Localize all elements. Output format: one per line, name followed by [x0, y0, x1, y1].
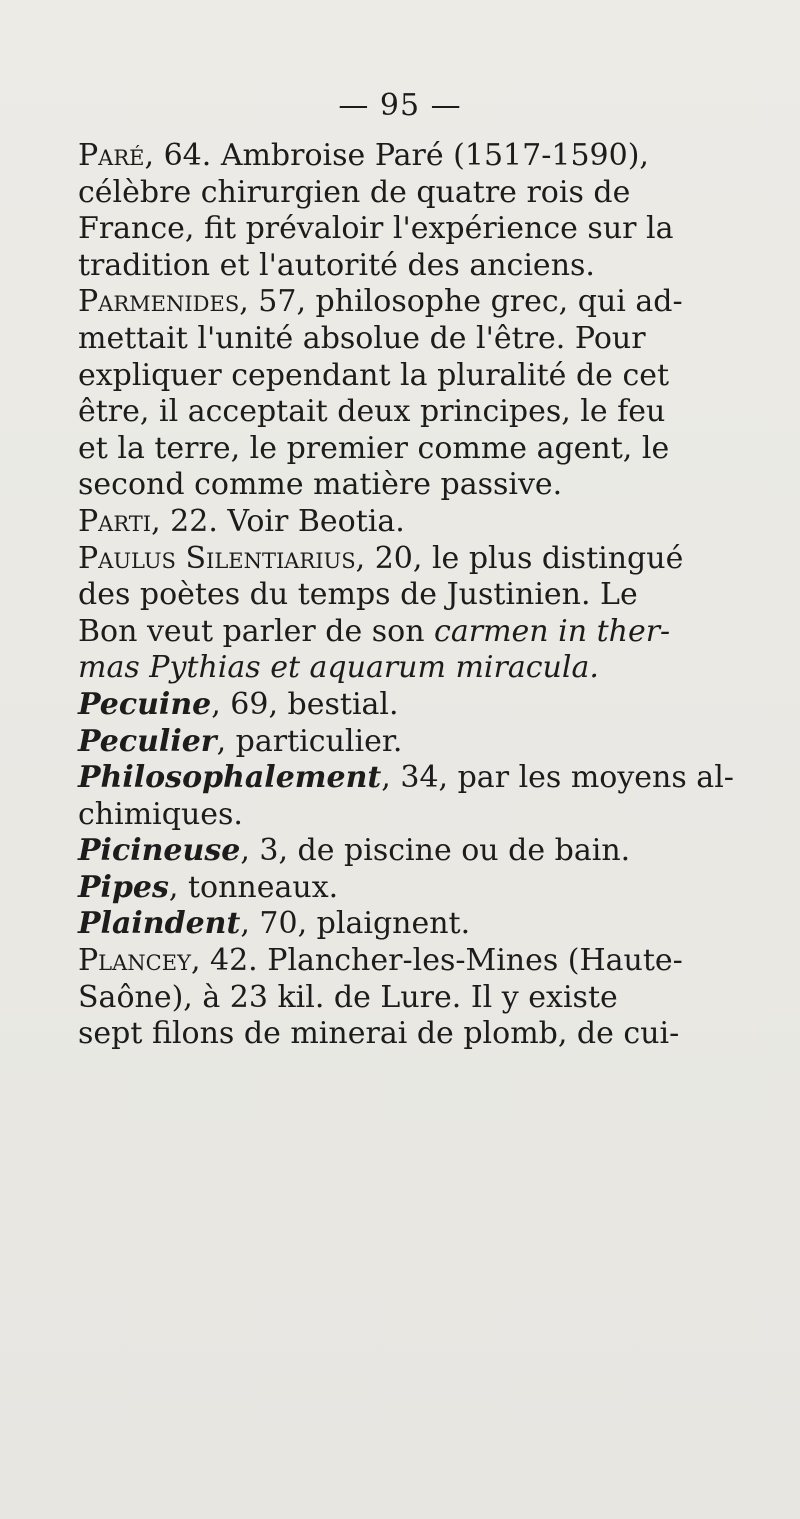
entry-italic-title: mas Pythias et aquarum miracula. [78, 650, 599, 686]
entry-text: , 64. Ambroise Paré (1517-1590), [144, 138, 649, 173]
entry-line: mettait l'unité absolue de l'être. Pour [78, 320, 646, 356]
entry-plancey [78, 943, 768, 1053]
page-number: — 95 — [338, 88, 462, 123]
entry-text: , particulier. [216, 723, 403, 759]
entry-line [78, 138, 768, 175]
entry-text: , 34, par les moyens al- [381, 760, 734, 796]
entry-parti [78, 504, 768, 541]
entry-line: célèbre chirurgien de quatre rois de [78, 174, 631, 210]
entry-headword: Plaindent [78, 906, 241, 942]
entry-headword: Pecuine [78, 686, 212, 722]
entry-line [78, 503, 768, 541]
entry-headword: Parmenides [78, 284, 240, 320]
entry-text: , 70, plaignent. [240, 906, 471, 942]
entry-line [78, 284, 768, 321]
entry-headword: Paulus Silentiarius [78, 540, 356, 576]
entry-text: , 69, bestial. [211, 686, 399, 722]
entry-line: tradition et l'autorité des anciens. [78, 247, 595, 283]
entry-headword: Parti [78, 503, 152, 539]
entry-text: , 42. Plancher-les-Mines (Haute- [190, 943, 683, 979]
entry-philosophalement [78, 760, 768, 833]
entry-line: des poètes du temps de Justinien. Le [78, 577, 638, 613]
entry-line: France, fit prévaloir l'expérience sur la [78, 211, 674, 247]
entry-italic-title: carmen in ther- [434, 613, 671, 649]
entry-headword: Paré [78, 138, 145, 173]
entry-line: chimiques. [78, 796, 243, 832]
entry-line [78, 723, 768, 761]
entry-headword: Peculier [78, 723, 217, 759]
glossary-text [78, 138, 768, 1053]
entry-peculier [78, 724, 768, 761]
entry-text: , 57, philosophe grec, qui ad- [239, 284, 683, 320]
entry-parmenides [78, 284, 768, 504]
entry-line: et la terre, le premier comme agent, le [78, 430, 670, 466]
entry-headword: Pipes [78, 869, 169, 905]
entry-text: , 3, de piscine ou de bain. [240, 833, 631, 869]
entry-headword: Philosophalement [78, 760, 382, 796]
entry-line [78, 540, 768, 578]
entry-pare [78, 138, 768, 284]
entry-line: second comme matière passive. [78, 467, 563, 503]
entry-pipes [78, 870, 768, 907]
entry-line: sept filons de minerai de plomb, de cui- [78, 1016, 680, 1052]
entry-picineuse [78, 833, 768, 870]
entry-text: Bon veut parler de son [78, 613, 435, 649]
entry-line [78, 906, 768, 943]
entry-paulus-silentiarius [78, 541, 768, 687]
entry-line: expliquer cependant la pluralité de cet [78, 357, 670, 393]
entry-plaindent [78, 906, 768, 943]
entry-line [78, 833, 768, 870]
entry-line: Saône), à 23 kil. de Lure. Il y existe [78, 979, 618, 1015]
entry-line [78, 686, 768, 724]
entry-line [78, 869, 768, 907]
entry-pecuine [78, 687, 768, 724]
entry-line [78, 760, 768, 797]
entry-headword: Picineuse [78, 833, 241, 869]
entry-headword: Plancey [78, 943, 191, 979]
entry-text: , tonneaux. [168, 869, 339, 905]
entry-line: être, il acceptait deux principes, le feu [78, 394, 666, 430]
entry-line [78, 613, 768, 651]
entry-text: , 20, le plus distingué [355, 540, 684, 576]
entry-text: , 22. Voir Beotia. [151, 503, 405, 539]
entry-line [78, 943, 768, 980]
